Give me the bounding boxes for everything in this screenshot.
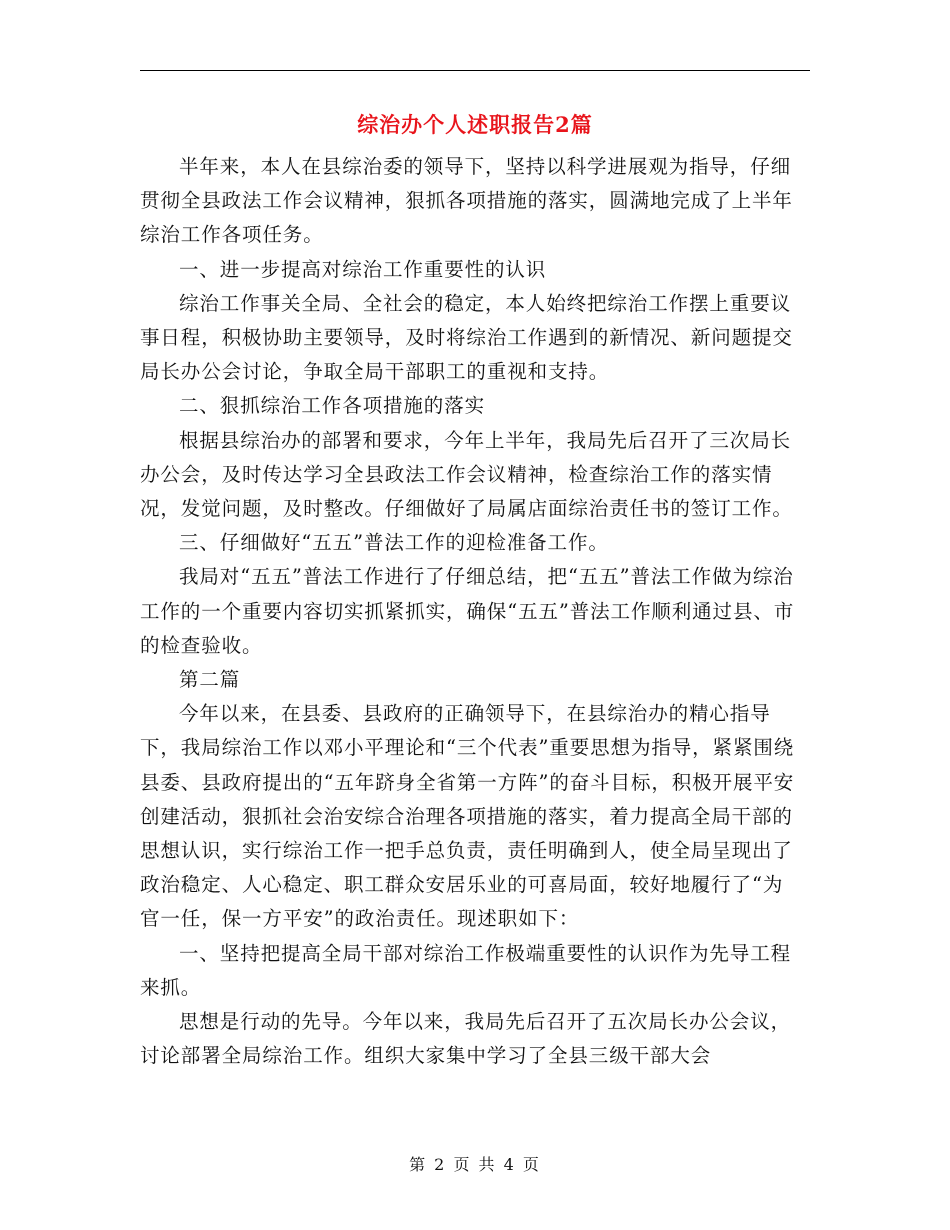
paragraph: 根据县综治办的部署和要求，今年上半年，我局先后召开了三次局长办公会，及时传达学习全县政法工作会议精神，检查综治工作的落实情况，发觉问题，及时整改。仔细做好了局属店面综治责任书的签订工作。 xyxy=(140,428,793,521)
paragraph: 半年来，本人在县综治委的领导下，坚持以科学进展观为指导，仔细贯彻全县政法工作会议精神，狠抓各项措施的落实，圆满地完成了上半年综治工作各项任务。 xyxy=(140,155,793,247)
header-rule xyxy=(140,70,810,71)
paragraph: 综治工作事关全局、全社会的稳定，本人始终把综治工作摆上重要议事日程，积极协助主要领导，及时将综治工作遇到的新情况、新问题提交局长办公会讨论，争取全局干部职工的重视和支持。 xyxy=(140,291,793,384)
section-heading: 二、狠抓综治工作各项措施的落实 xyxy=(179,394,486,418)
paragraph: 思想是行动的先导。今年以来，我局先后召开了五次局长办公会议，讨论部署全局综治工作。组织大家集中学习了全县三级干部大会 xyxy=(140,1010,792,1068)
section-heading: 三、仔细做好“五五”普法工作的迎检准备工作。 xyxy=(179,531,609,555)
paragraph: 今年以来，在县委、县政府的正确领导下，在县综治办的精心指导下，我局综治工作以邓小平理论和“三个代表”重要思想为指导，紧紧围绕县委、县政府提出的“五年跻身全省第一方阵”的奋斗目标，积极开展平安创建活动，狠抓社会治安综合治理各项措施的落实，着力提高全局干部的思想认识，实行综治工作一把手总负责，责任明确到人，使全局呈现出了政治稳定、人心稳定、职工群众安居乐业的可喜局面，较好地履行了“为官一任，保一方平安”的政治责任。现述职如下： xyxy=(140,702,795,931)
paragraph: 我局对“五五”普法工作进行了仔细总结，把“五五”普法工作做为综治工作的一个重要内容切实抓紧抓实，确保“五五”普法工作顺利通过县、市的检查验收。 xyxy=(140,565,795,657)
part-heading: 第二篇 xyxy=(179,668,241,692)
document-body xyxy=(140,150,800,1073)
document-title: 综治办个人述职报告2篇 xyxy=(357,112,593,137)
section-heading: 一、进一步提高对综治工作重要性的认识 xyxy=(179,257,547,281)
section-heading: 一、坚持把提高全局干部对综治工作极端重要性的认识作为先导工程来抓。 xyxy=(140,941,792,999)
page-number-footer: 第 2 页 共 4 页 xyxy=(409,1155,541,1174)
